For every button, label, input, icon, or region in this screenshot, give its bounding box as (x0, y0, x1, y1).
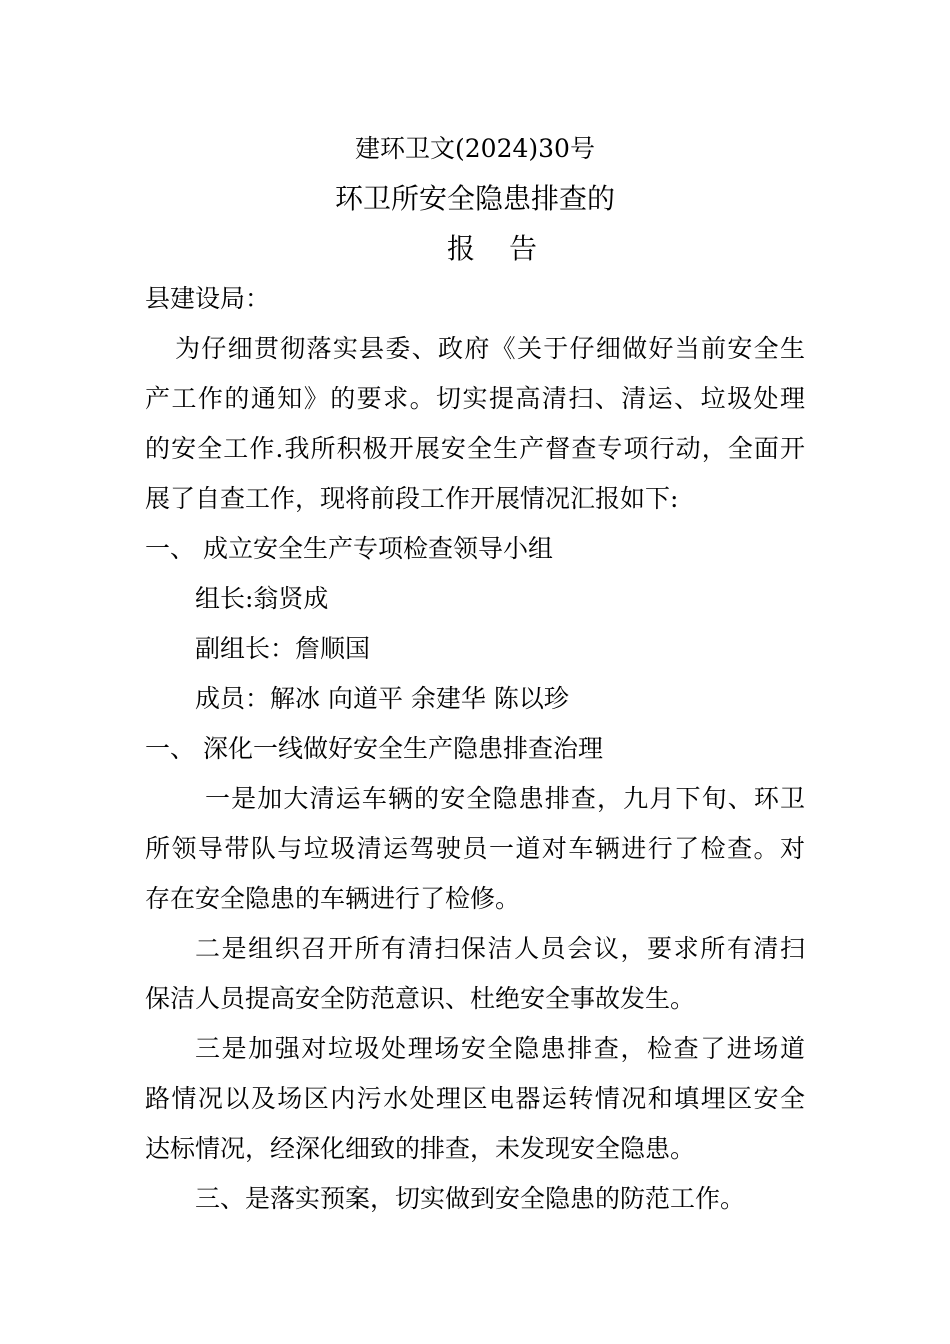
document-title: 环卫所安全隐患排查的 (334, 182, 615, 215)
item-3-line-2: 路情况以及场区内污水处理区电器运转情况和填埋区安全 (145, 1084, 805, 1113)
item-4: 三、是落实预案，切实做到安全隐患的防范工作。 (195, 1184, 746, 1213)
document-title-report: 报告 (446, 232, 571, 265)
item-1-line-2: 所领导带队与垃圾清运驾驶员一道对车辆进行了检查。对 (145, 834, 805, 863)
item-1-line-1: 一是加大清运车辆的安全隐患排查，九月下旬、环卫 (205, 784, 805, 813)
item-1-line-3: 存在安全隐患的车辆进行了检修。 (145, 884, 521, 913)
item-3-line-1: 三是加强对垃圾处理场安全隐患排查，检查了进场道 (195, 1034, 805, 1063)
group-members: 成员：解冰 向道平 余建华 陈以珍 (195, 684, 569, 713)
item-2-line-1: 二是组织召开所有清扫保洁人员会议，要求所有清扫 (195, 934, 805, 963)
group-leader: 组长:翁贤成 (195, 584, 329, 613)
recipient: 县建设局： (145, 284, 271, 313)
intro-line-4: 展了自查工作，现将前段工作开展情况汇报如下: (145, 484, 679, 513)
intro-line-1: 为仔细贯彻落实县委、政府《关于仔细做好当前安全生 (175, 334, 805, 363)
section-2-heading: 一、 深化一线做好安全生产隐患排查治理 (145, 734, 603, 763)
document-number: 建环卫文(2024)30号 (355, 134, 595, 163)
section-1-heading: 一、 成立安全生产专项检查领导小组 (145, 534, 553, 563)
deputy-leader: 副组长：詹顺国 (195, 634, 371, 663)
item-3-line-3: 达标情况，经深化细致的排查，未发现安全隐患。 (145, 1134, 696, 1163)
item-2-line-2: 保洁人员提高安全防范意识、杜绝安全事故发生。 (145, 984, 696, 1013)
intro-line-3: 的安全工作.我所积极开展安全生产督查专项行动，全面开 (145, 434, 805, 463)
intro-line-2: 产工作的通知》的要求。切实提高清扫、清运、垃圾处理 (145, 384, 805, 413)
